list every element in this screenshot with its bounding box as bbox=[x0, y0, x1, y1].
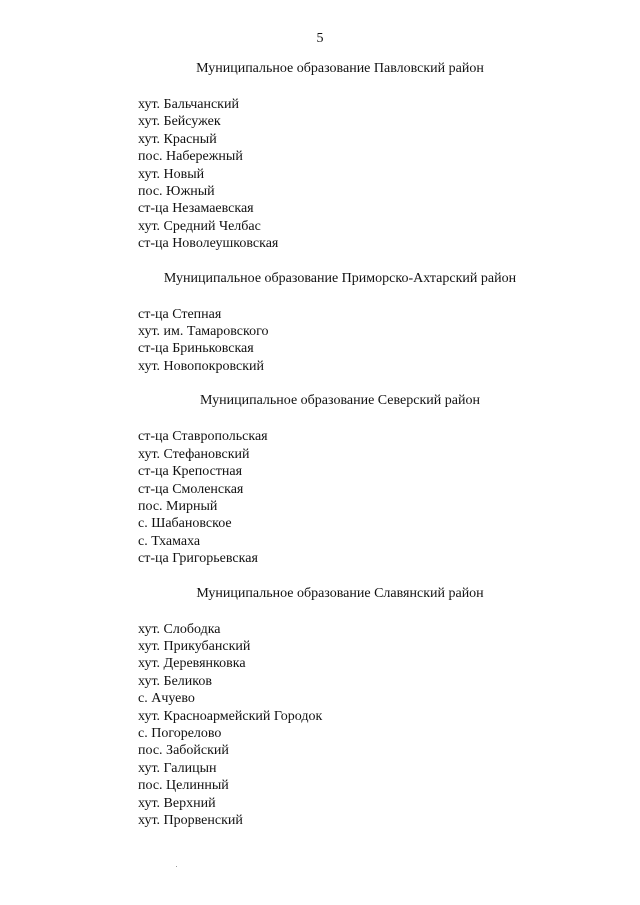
settlement-item: хут. Слободка bbox=[138, 621, 221, 637]
settlement-item: хут. Деревянковка bbox=[138, 656, 246, 672]
settlement-item: ст-ца Григорьевская bbox=[138, 551, 258, 567]
municipality-section bbox=[0, 60, 640, 253]
settlement-item: хут. Галицын bbox=[138, 760, 217, 776]
settlement-list bbox=[0, 96, 640, 253]
municipality-section bbox=[0, 392, 640, 567]
section-title: Муниципальное образование Павловский район bbox=[196, 61, 484, 76]
page-number: 5 bbox=[316, 31, 324, 46]
scan-speck bbox=[176, 866, 177, 867]
section-title: Муниципальное образование Приморско-Ахтарский район bbox=[163, 270, 517, 286]
settlement-item: пос. Южный bbox=[138, 184, 215, 200]
settlement-item: пос. Целинный bbox=[138, 778, 229, 794]
settlement-item: хут. Стефановский bbox=[138, 446, 250, 462]
settlement-item: с. Погорелово bbox=[138, 725, 222, 741]
settlement-item: хут. Прикубанский bbox=[138, 638, 251, 654]
settlement-item: пос. Забойский bbox=[138, 743, 229, 759]
settlement-item: хут. Средний Челбас bbox=[138, 218, 261, 234]
settlement-item: хут. им. Тамаровского bbox=[138, 324, 269, 340]
settlement-list bbox=[0, 306, 640, 376]
municipality-section bbox=[0, 585, 640, 830]
settlement-item: ст-ца Смоленская bbox=[138, 481, 244, 497]
sections-container bbox=[0, 60, 640, 846]
settlement-item: хут. Новопокровский bbox=[138, 358, 264, 374]
settlement-item: хут. Прорвенский bbox=[138, 813, 243, 828]
settlement-item: хут. Беликов bbox=[138, 673, 212, 689]
settlement-item: с. Шабановское bbox=[138, 516, 232, 532]
section-title: Муниципальное образование Северский район bbox=[200, 393, 480, 409]
settlement-item: ст-ца Крепостная bbox=[138, 464, 243, 480]
municipality-section bbox=[0, 270, 640, 376]
settlement-list bbox=[0, 428, 640, 567]
settlement-item: хут. Бейсужек bbox=[138, 114, 221, 130]
settlement-item: хут. Красный bbox=[138, 131, 217, 147]
settlement-item: ст-ца Степная bbox=[138, 306, 222, 322]
settlement-item: пос. Мирный bbox=[138, 498, 218, 514]
settlement-item: ст-ца Бриньковская bbox=[138, 341, 254, 357]
settlement-item: с. Ачуево bbox=[138, 691, 195, 707]
settlement-list bbox=[0, 621, 640, 830]
settlement-item: хут. Бальчанский bbox=[138, 97, 239, 112]
settlement-item: ст-ца Новолеушковская bbox=[138, 236, 279, 252]
settlement-item: хут. Новый bbox=[138, 166, 205, 182]
settlement-item: ст-ца Ставропольская bbox=[138, 429, 268, 445]
section-title: Муниципальное образование Славянский район bbox=[196, 585, 484, 601]
settlement-item: с. Тхамаха bbox=[138, 533, 201, 549]
settlement-item: пос. Набережный bbox=[138, 149, 243, 165]
settlement-item: хут. Красноармейский Городок bbox=[138, 708, 323, 724]
settlement-item: хут. Верхний bbox=[138, 795, 216, 811]
settlement-item: ст-ца Незамаевская bbox=[138, 201, 254, 217]
